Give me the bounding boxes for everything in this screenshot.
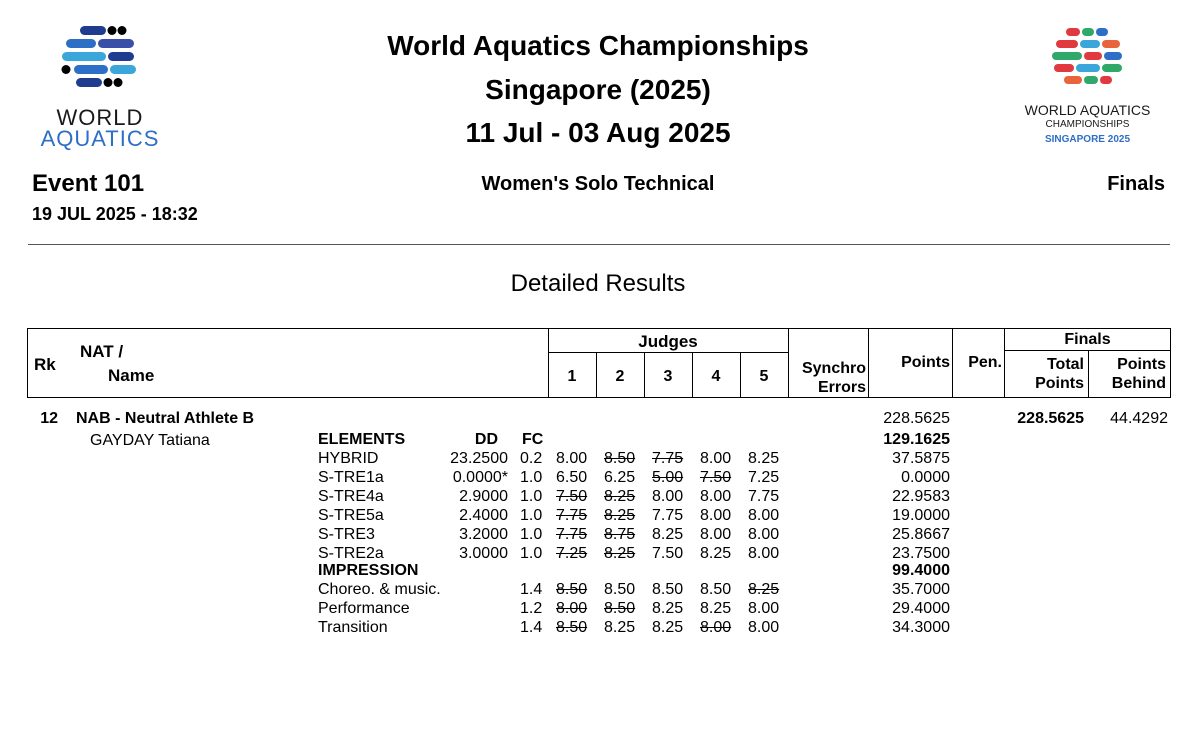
grid-line: [27, 397, 1171, 398]
judge-3-score: 7.50: [652, 545, 684, 562]
world-aquatics-logo-mark: [60, 24, 140, 94]
grid-line: [1088, 350, 1089, 398]
judge-2-score: 8.50: [604, 581, 636, 598]
judge-1-score: 8.00: [556, 600, 588, 617]
judge-5-score: 8.25: [748, 581, 780, 598]
row-points: 22.9583: [892, 488, 950, 505]
col-penalty: Pen.: [968, 354, 1002, 371]
grid-line: [548, 352, 788, 353]
athlete-name: GAYDAY Tatiana: [90, 432, 210, 449]
col-errors: Errors: [817, 379, 866, 396]
judge-1-score: 8.50: [556, 619, 588, 636]
judge-4-score: 8.25: [700, 545, 732, 562]
judge-2-score: 8.25: [604, 488, 636, 505]
grid-line: [27, 328, 1171, 329]
row-fc: 1.0: [520, 507, 543, 524]
judge-2-score: 8.25: [604, 545, 636, 562]
row-fc: 1.2: [520, 600, 543, 617]
row-points: 0.0000: [901, 469, 950, 486]
judge-4-score: 8.00: [700, 619, 732, 636]
logo-word-aquatics: AQUATICS: [40, 126, 160, 151]
row-fc: 0.2: [520, 450, 543, 467]
row-dd: 3.2000: [459, 526, 508, 543]
athlete-total-points: 228.5625: [1017, 410, 1084, 427]
judge-3-score: 5.00: [652, 469, 684, 486]
athlete-points: 228.5625: [883, 410, 950, 427]
row-name: HYBRID: [318, 450, 379, 467]
judge-1-score: 8.00: [556, 450, 588, 467]
world-aquatics-logo: [30, 24, 170, 149]
judge-3-score: 8.25: [652, 619, 684, 636]
athlete-points-behind: 44.4292: [1110, 410, 1168, 427]
judge-4-score: 7.50: [700, 469, 732, 486]
row-name: Choreo. & music.: [318, 581, 441, 598]
title-championships: World Aquatics Championships: [387, 30, 809, 61]
row-dd: 3.0000: [459, 545, 508, 562]
elements-label: ELEMENTS: [318, 431, 406, 448]
judge-1-score: 7.25: [556, 545, 588, 562]
impression-points: 99.4000: [892, 562, 950, 579]
col-judge-5: 5: [759, 368, 769, 385]
judge-5-score: 8.00: [748, 619, 780, 636]
judge-5-score: 7.75: [748, 488, 780, 505]
col-name: Name: [108, 366, 155, 385]
athlete-rank: 12: [40, 410, 58, 427]
section-title: Detailed Results: [510, 270, 686, 297]
fc-label: FC: [522, 431, 544, 448]
championships-logo: [1005, 24, 1170, 149]
judge-5-score: 7.25: [748, 469, 780, 486]
judge-1-score: 7.75: [556, 507, 588, 524]
grid-line: [868, 328, 869, 398]
judge-3-score: 7.75: [652, 450, 684, 467]
judge-4-score: 8.25: [700, 600, 732, 617]
judge-3-score: 7.75: [652, 507, 684, 524]
row-name: Transition: [318, 619, 388, 636]
row-points: 23.7500: [892, 545, 950, 562]
row-points: 37.5875: [892, 450, 950, 467]
elements-points: 129.1625: [883, 431, 950, 448]
judge-1-score: 6.50: [556, 469, 588, 486]
judge-5-score: 8.00: [748, 600, 780, 617]
discipline: Women's Solo Technical: [481, 173, 715, 195]
col-judge-4: 4: [711, 368, 721, 385]
logo-text-singapore: SINGAPORE 2025: [1044, 134, 1131, 145]
row-points: 29.4000: [892, 600, 950, 617]
row-dd: 2.4000: [459, 507, 508, 524]
col-judge-3: 3: [663, 368, 673, 385]
judge-1-score: 7.50: [556, 488, 588, 505]
judge-2-score: 8.25: [604, 507, 636, 524]
row-name: S-TRE5a: [318, 507, 384, 524]
judge-3-score: 8.25: [652, 600, 684, 617]
title-dates: 11 Jul - 03 Aug 2025: [465, 117, 731, 148]
judge-5-score: 8.00: [748, 507, 780, 524]
row-dd: 23.2500: [450, 450, 508, 467]
judge-2-score: 8.50: [604, 600, 636, 617]
col-total-points: Points: [1035, 375, 1084, 392]
col-finals: Finals: [1064, 331, 1111, 348]
row-name: S-TRE2a: [318, 545, 384, 562]
judge-1-score: 7.75: [556, 526, 588, 543]
row-fc: 1.4: [520, 581, 543, 598]
row-fc: 1.0: [520, 469, 543, 486]
col-points: Points: [901, 354, 950, 371]
championships-logo-mark: [1050, 26, 1126, 92]
row-name: Performance: [318, 600, 410, 617]
judge-3-score: 8.25: [652, 526, 684, 543]
row-name: S-TRE1a: [318, 469, 384, 486]
judge-4-score: 8.00: [700, 488, 732, 505]
col-judge-1: 1: [567, 368, 577, 385]
judge-5-score: 8.25: [748, 450, 780, 467]
row-fc: 1.0: [520, 545, 543, 562]
row-name: S-TRE4a: [318, 488, 384, 505]
judge-4-score: 8.50: [700, 581, 732, 598]
judge-2-score: 8.75: [604, 526, 636, 543]
col-judges: Judges: [638, 332, 698, 351]
row-fc: 1.4: [520, 619, 543, 636]
col-nat: NAT /: [80, 342, 124, 361]
header-divider: [28, 244, 1170, 245]
judge-3-score: 8.00: [652, 488, 684, 505]
event-number: Event 101: [32, 170, 145, 197]
judge-2-score: 6.25: [604, 469, 636, 486]
judge-4-score: 8.00: [700, 507, 732, 524]
col-points-behind-1: Points: [1117, 356, 1166, 373]
row-fc: 1.0: [520, 526, 543, 543]
judge-5-score: 8.00: [748, 545, 780, 562]
row-name: S-TRE3: [318, 526, 375, 543]
athlete-team: NAB - Neutral Athlete B: [76, 410, 255, 427]
logo-word-world: WORLD: [56, 105, 144, 130]
event-datetime: 19 JUL 2025 - 18:32: [32, 204, 198, 224]
impression-label: IMPRESSION: [318, 562, 419, 579]
judge-5-score: 8.00: [748, 526, 780, 543]
col-total: Total: [1046, 356, 1084, 373]
grid-line: [27, 328, 28, 398]
row-points: 35.7000: [892, 581, 950, 598]
col-points-behind-2: Behind: [1111, 375, 1166, 392]
logo-text-world-aquatics: WORLD AQUATICS: [1024, 102, 1151, 118]
logo-text-championships: CHAMPIONSHIPS: [1045, 119, 1130, 130]
judge-4-score: 8.00: [700, 450, 732, 467]
col-rank: Rk: [34, 355, 56, 374]
row-dd: 2.9000: [459, 488, 508, 505]
dd-label: DD: [474, 431, 498, 448]
col-judge-2: 2: [615, 368, 625, 385]
row-points: 25.8667: [892, 526, 950, 543]
col-synchro: Synchro: [801, 360, 866, 377]
row-points: 34.3000: [892, 619, 950, 636]
judge-2-score: 8.50: [604, 450, 636, 467]
row-fc: 1.0: [520, 488, 543, 505]
judge-3-score: 8.50: [652, 581, 684, 598]
phase: Finals: [1107, 173, 1165, 195]
title-location: Singapore (2025): [485, 74, 711, 105]
judge-2-score: 8.25: [604, 619, 636, 636]
row-points: 19.0000: [892, 507, 950, 524]
grid-line: [788, 328, 789, 398]
row-dd: 0.0000*: [452, 469, 508, 486]
grid-line: [952, 328, 953, 398]
judge-4-score: 8.00: [700, 526, 732, 543]
judge-1-score: 8.50: [556, 581, 588, 598]
